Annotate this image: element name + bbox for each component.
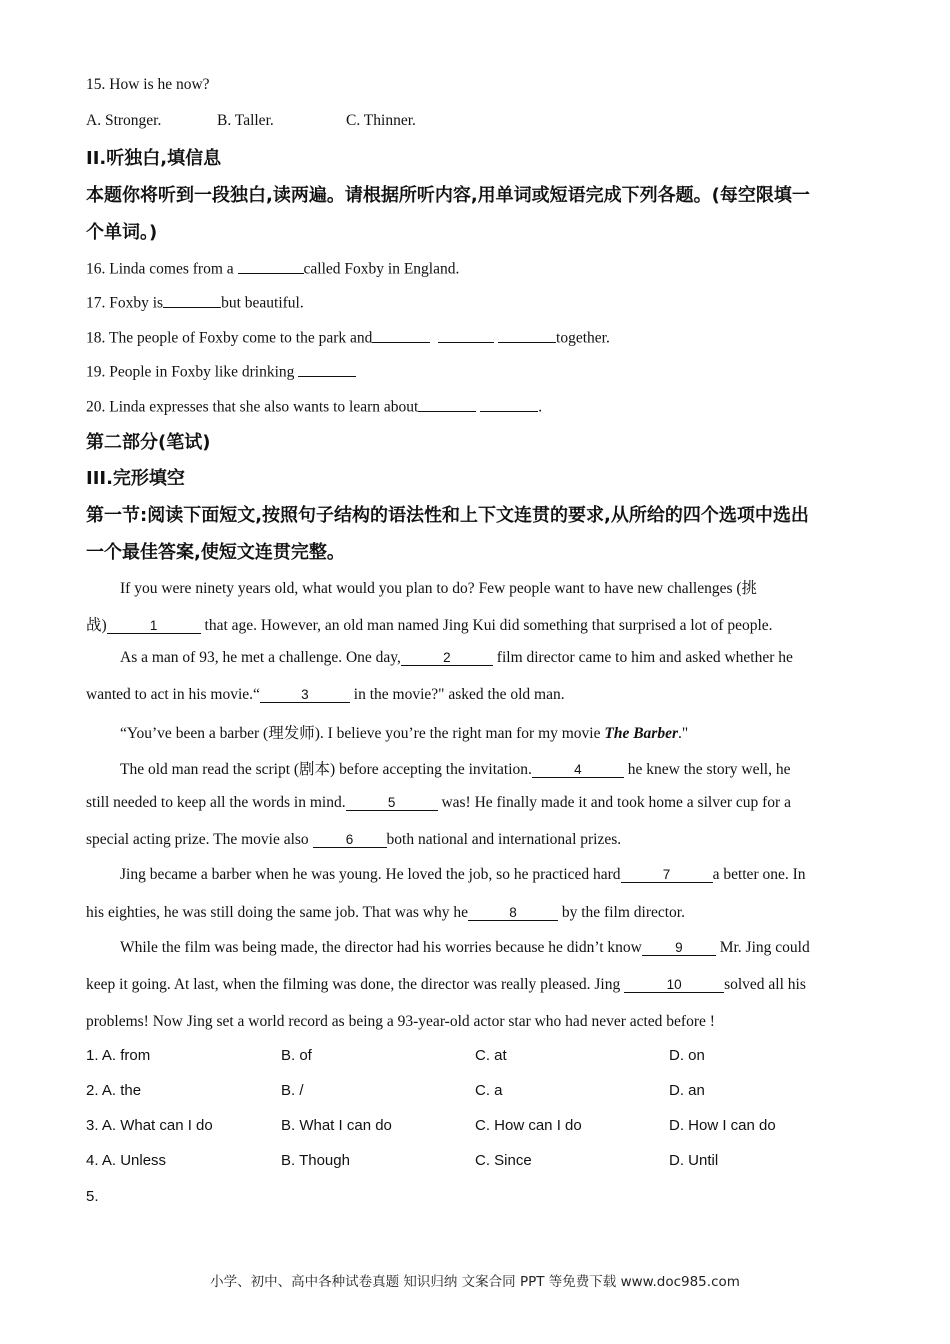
- passage-line: keep it going. At last, when the filming was done, the director was really pleased. Jing 10 solved all his: [86, 976, 806, 993]
- cloze-blank-5: 5: [346, 796, 438, 811]
- question-20: 20. Linda expresses that she also wants to learn about .: [86, 395, 542, 417]
- section-3-instruction-1: 第一节:阅读下面短文,按照句子结构的语法性和上下文连贯的要求,从所给的四个选项中选出: [86, 505, 809, 526]
- cloze-blank-10: 10: [624, 978, 724, 993]
- answer-blank: [238, 257, 304, 274]
- option-text: C. at: [475, 1047, 507, 1064]
- answer-blank: [498, 326, 556, 343]
- option-text: 1. A. from: [86, 1047, 151, 1064]
- passage-line: Jing became a barber when he was young. He loved the job, so he practiced hard 7 a better one. In: [120, 866, 806, 883]
- cloze-blank-7: 7: [621, 868, 713, 883]
- passage-line: While the film was being made, the director had his worries because he didn’t know 9 Mr. Jing could: [120, 939, 810, 956]
- section-3-instruction-2: 一个最佳答案,使短文连贯完整。: [86, 542, 345, 563]
- option-text: C. How can I do: [475, 1117, 582, 1134]
- passage-line: wanted to act in his movie.“ 3 in the movie?" asked the old man.: [86, 686, 565, 703]
- answer-blank: [418, 395, 476, 412]
- page-footer: 小学、初中、高中各种试卷真题 知识归纳 文案合同 PPT 等免费下载 www.doc985.com: [210, 1274, 740, 1290]
- answer-blank: [480, 395, 538, 412]
- cloze-blank-3: 3: [260, 688, 350, 703]
- movie-title: The Barber: [604, 725, 678, 742]
- question-16: 16. Linda comes from a called Foxby in England.: [86, 257, 459, 279]
- option-text: B. What I can do: [281, 1117, 392, 1134]
- passage-line: 战) 1 that age. However, an old man named Jing Kui did something that surprised a lot of people.: [86, 617, 773, 634]
- section-2-instruction-2: 个单词。): [86, 222, 158, 243]
- option-text: C. a: [475, 1082, 503, 1099]
- passage-line: still needed to keep all the words in mind. 5 was! He finally made it and took home a silver cup for a: [86, 794, 791, 811]
- answer-blank: [372, 326, 430, 343]
- option-text: 4. A. Unless: [86, 1152, 167, 1169]
- question-5-label: 5.: [86, 1188, 99, 1205]
- option-text: D. How I can do: [669, 1117, 776, 1134]
- option-text: 2. A. the: [86, 1082, 142, 1099]
- cloze-blank-8: 8: [468, 906, 558, 921]
- part-2-title: 第二部分(笔试): [86, 432, 211, 453]
- cloze-blank-6: 6: [313, 833, 387, 848]
- option-b: B. Taller.: [217, 112, 274, 129]
- answer-blank: [163, 291, 221, 308]
- passage-line: The old man read the script (剧本) before accepting the invitation. 4 he knew the story well, he: [120, 761, 791, 778]
- option-text: C. Since: [475, 1152, 532, 1169]
- passage-line: As a man of 93, he met a challenge. One day, 2 film director came to him and asked whether he: [120, 649, 793, 666]
- option-a: A. Stronger.: [86, 112, 162, 129]
- option-text: D. on: [669, 1047, 705, 1064]
- option-text: 3. A. What can I do: [86, 1117, 213, 1134]
- option-text: B. /: [281, 1082, 304, 1099]
- question-18: 18. The people of Foxby come to the park and together.: [86, 326, 610, 348]
- passage-line: If you were ninety years old, what would you plan to do? Few people want to have new challenges (挑: [120, 580, 758, 597]
- passage-line: problems! Now Jing set a world record as being a 93-year-old actor star who had never acted before !: [86, 1013, 715, 1030]
- option-c: C. Thinner.: [346, 112, 416, 129]
- passage-line: “You’ve been a barber (理发师). I believe you’re the right man for my movie The Barber.": [120, 725, 689, 742]
- passage-line: special acting prize. The movie also 6 both national and international prizes.: [86, 831, 622, 848]
- option-text: B. of: [281, 1047, 312, 1064]
- question-19: 19. People in Foxby like drinking: [86, 360, 356, 382]
- cloze-blank-4: 4: [532, 763, 624, 778]
- cloze-blank-9: 9: [642, 941, 716, 956]
- question-15-options: [86, 112, 416, 130]
- cloze-blank-1: 1: [107, 619, 201, 634]
- answer-blank: [298, 360, 356, 377]
- section-2-title: II.听独白,填信息: [86, 148, 222, 169]
- cloze-blank-2: 2: [401, 651, 493, 666]
- option-text: B. Though: [281, 1152, 350, 1169]
- question-15: 15. How is he now?: [86, 76, 210, 93]
- option-text: D. Until: [669, 1152, 719, 1169]
- answer-blank: [438, 326, 494, 343]
- section-3-title: III.完形填空: [86, 468, 185, 489]
- section-2-instruction-1: 本题你将听到一段独白,读两遍。请根据所听内容,用单词或短语完成下列各题。(每空限填一: [86, 185, 810, 206]
- question-17: 17. Foxby is but beautiful.: [86, 291, 304, 313]
- passage-line: his eighties, he was still doing the same job. That was why he 8 by the film director.: [86, 904, 685, 921]
- option-text: D. an: [669, 1082, 705, 1099]
